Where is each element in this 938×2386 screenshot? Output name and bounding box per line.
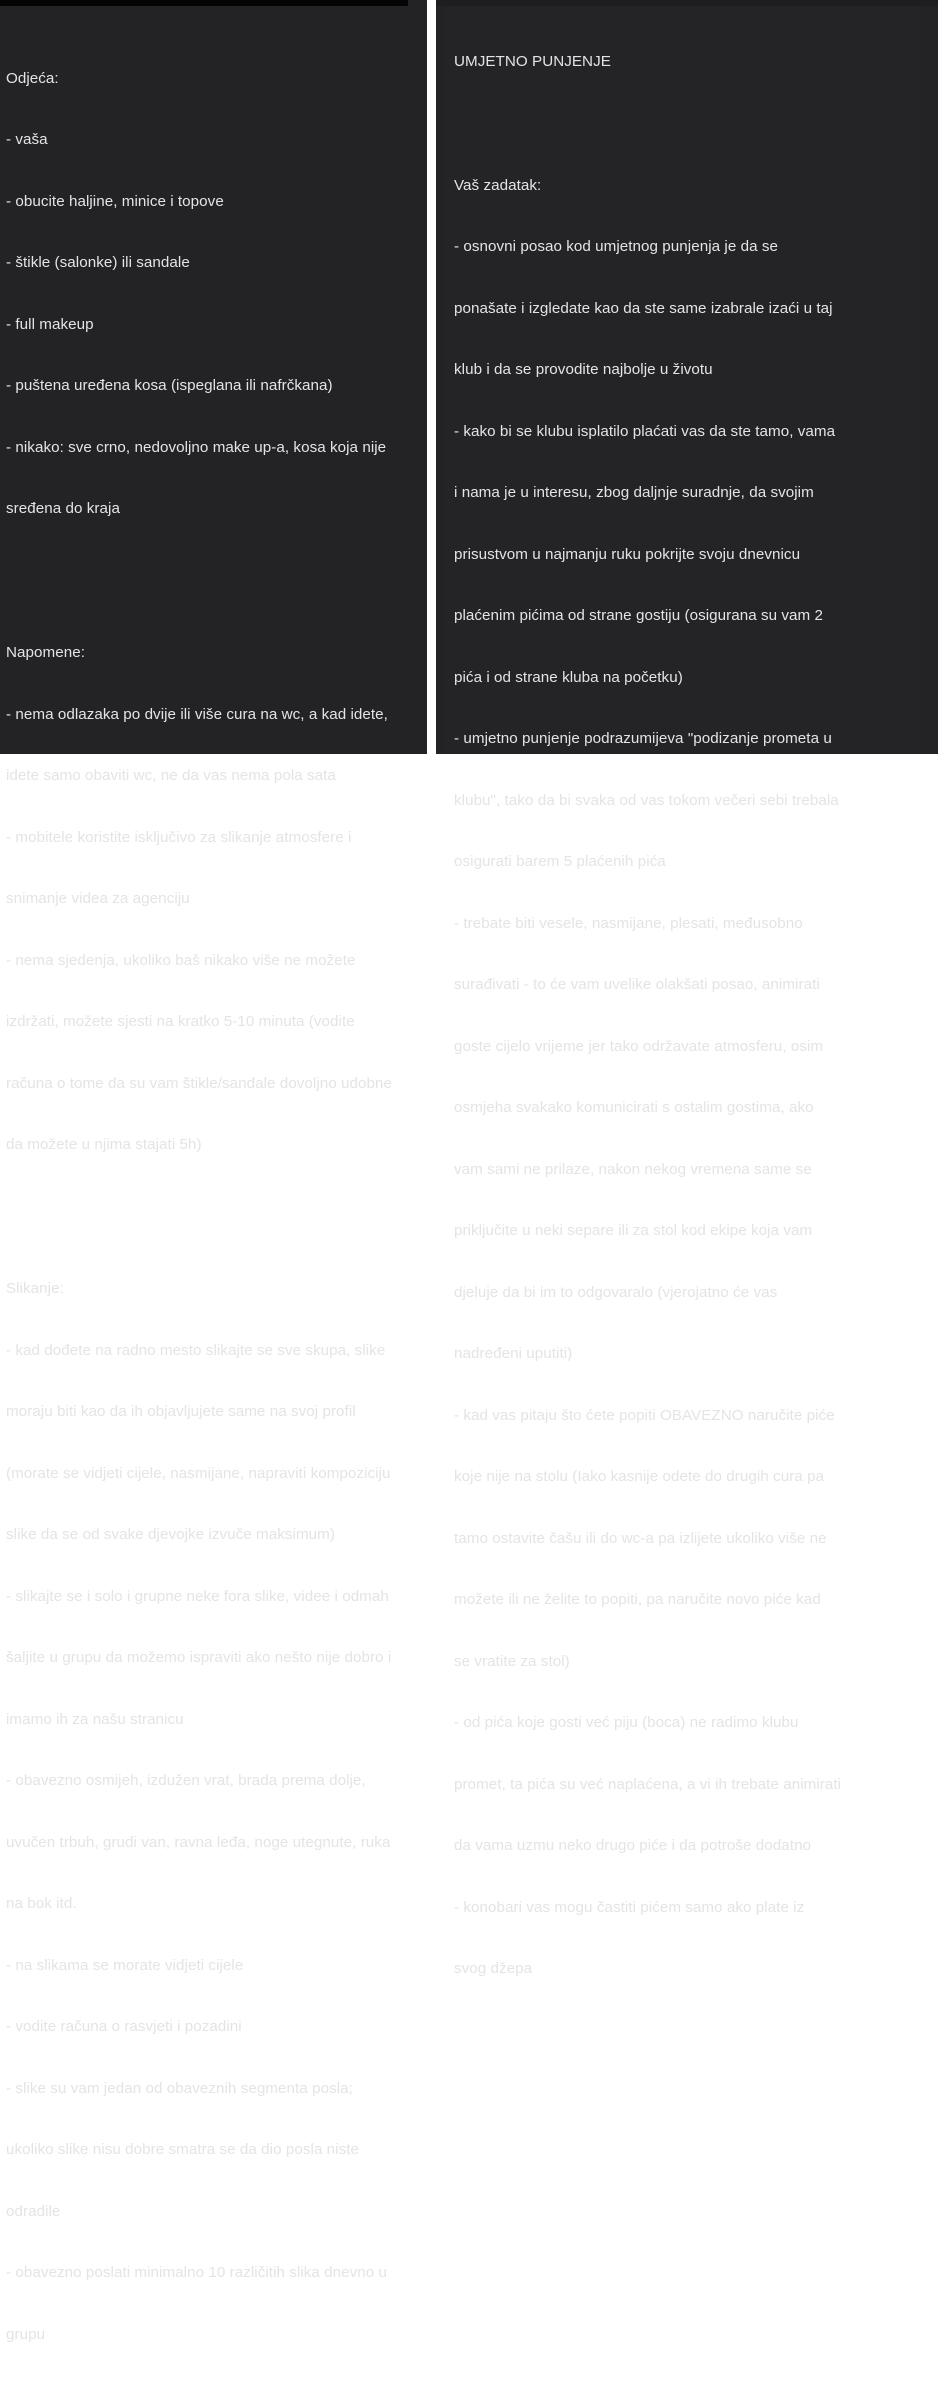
message-bubble-right [444, 6, 922, 1977]
message-line: - vodite računa o rasvjeti i pozadini [6, 2018, 242, 2035]
message-line: ponašate i izgledate kao da ste same izabrale izaći u taj [454, 299, 833, 317]
message-line: uvučen trbuh, grudi van, ravna leđa, noge utegnute, ruka [6, 1833, 391, 1851]
message-line: - na slikama se morate vidjeti cijele [6, 1956, 244, 1974]
message-line: - kako bi se klubu isplatilo plaćati vas da ste tamo, vama [454, 422, 836, 440]
message-line: se vratite za stol) [454, 1652, 570, 1670]
message-line: odradile [6, 2202, 61, 2220]
message-line: djeluje da bi im to odgovaralo (vjerojatno će vas [454, 1283, 778, 1301]
message-line: - trebate biti vesele, nasmijane, plesati, međusobno [454, 914, 803, 932]
message-line: klubu", tako da bi svaka od vas tokom večeri sebi trebala [454, 791, 839, 809]
blank-line [6, 1197, 416, 1218]
message-line: vam sami ne prilaze, nakon nekog vremena same se [454, 1160, 812, 1178]
message-line: snimanje videa za agenciju [6, 890, 190, 907]
message-line: tamo ostavite čašu ili do wc-a pa izlijete ukoliko više ne [454, 1529, 827, 1547]
message-line: - osnovni posao kod umjetnog punjenja je da se [454, 238, 778, 255]
message-line: (morate se vidjeti cijele, nasmijane, napraviti kompoziciju [6, 1464, 391, 1482]
message-line: - puštena uređena kosa (ispeglana ili nafrčkana) [6, 377, 333, 394]
message-line: idete samo obaviti wc, ne da vas nema pola sata [6, 767, 336, 784]
top-strip [0, 0, 408, 6]
message-line: klub i da se provodite najbolje u životu [454, 361, 713, 378]
message-line: - vaša [6, 131, 48, 148]
blank-line [6, 561, 416, 582]
message-line: surađivati - to će vam uvelike olakšati posao, animirati [454, 976, 820, 993]
message-line: na bok itd. [6, 1895, 77, 1912]
message-line: grupu [6, 2325, 46, 2343]
message-line: i nama je u interesu, zbog daljnje suradnje, da svojim [454, 484, 814, 501]
section-heading-zadatak: Vaš zadatak: [454, 176, 542, 194]
message-line: - slikajte se i solo i grupne neke fora slike, videe i odmah [6, 1587, 389, 1605]
message-line: prisustvom u najmanju ruku pokrijte svoju dnevnicu [454, 545, 801, 563]
message-line: - od pića koje gosti već piju (boca) ne radimo klubu [454, 1714, 799, 1731]
message-line: ukoliko slike nisu dobre smatra se da dio posla niste [6, 2141, 359, 2158]
message-line: osmjeha svakako komunicirati s ostalim gostima, ako [454, 1099, 814, 1116]
message-line: svog džepa [454, 1960, 533, 1977]
message-line: - obucite haljine, minice i topove [6, 192, 224, 210]
message-line: da vama uzmu neko drugo piće i da potroše dodatno [454, 1837, 812, 1854]
message-line: koje nije na stolu (Iako kasnije odete do drugih cura pa [454, 1468, 825, 1485]
message-bubble-left [6, 7, 416, 2386]
message-line: - štikle (salonke) ili sandale [6, 254, 190, 271]
message-line: - umjetno punjenje podrazumijeva "podizanje prometa u [454, 730, 832, 747]
message-line: sređena do kraja [6, 500, 120, 517]
message-line: - obavezno osmijeh, izdužen vrat, brada prema dolje, [6, 1772, 366, 1789]
message-line: imamo ih za našu stranicu [6, 1710, 184, 1728]
message-line: plaćenim pićima od strane gostiju (osigurana su vam 2 [454, 607, 824, 624]
message-line: moraju biti kao da ih objavljujete same na svoj profil [6, 1403, 356, 1420]
message-line: - kad vas pitaju što ćete popiti OBAVEZNO naručite piće [454, 1406, 835, 1424]
section-heading-slikanje: Slikanje: [6, 1280, 64, 1297]
message-line: - konobari vas mogu častiti pićem samo ako plate iz [454, 1898, 805, 1916]
message-line: - full makeup [6, 315, 94, 333]
message-line: - nikako: sve crno, nedovoljno make up-a, kosa koja nije [6, 438, 387, 456]
message-title: UMJETNO PUNJENJE [454, 53, 611, 70]
message-line: - nema odlazaka po dvije ili više cura na wc, a kad idete, [6, 705, 388, 723]
message-line: goste cijelo vrijeme jer tako održavate atmosferu, osim [454, 1037, 824, 1055]
left-message-screenshot [0, 0, 427, 2343]
message-line: promet, ta pića su već naplaćena, a vi ih trebate animirati [454, 1775, 842, 1793]
message-line: priključite u neki separe ili za stol kod ekipe koja vam [454, 1222, 813, 1239]
section-heading-napomene: Napomene: [6, 644, 85, 661]
message-line: - slike su vam jedan od obaveznih segmenta posla; [6, 2079, 353, 2097]
message-line: - mobitele koristite isključivo za slikanje atmosfere i [6, 828, 352, 846]
message-line: - obavezno poslati minimalno 10 različitih slika dnevno u [6, 2264, 388, 2281]
message-line: - nema sjedenja, ukoliko baš nikako više ne možete [6, 951, 356, 969]
message-line: računa o tome da su vam štikle/sandale dovoljno udobne [6, 1074, 393, 1092]
right-message-screenshot [436, 0, 938, 1977]
message-line: osigurati barem 5 plaćenih pića [454, 853, 666, 870]
message-line: izdržati, možete sjesti na kratko 5-10 minuta (vodite [6, 1013, 355, 1030]
message-line: slike da se od svake djevojke izvuče maksimum) [6, 1526, 335, 1543]
message-line: možete ili ne želite to popiti, pa naručite novo piće kad [454, 1591, 821, 1608]
message-line: pića i od strane kluba na početku) [454, 668, 683, 686]
blank-line [454, 114, 922, 135]
message-line: nadređeni uputiti) [454, 1345, 573, 1362]
section-heading-odjeca: Odjeća: [6, 69, 59, 87]
message-line: - kad dođete na radno mesto slikajte se sve skupa, slike [6, 1341, 386, 1359]
message-line: šaljite u grupu da možemo ispraviti ako nešto nije dobro i [6, 1649, 392, 1666]
message-line: da možete u njima stajati 5h) [6, 1136, 202, 1153]
